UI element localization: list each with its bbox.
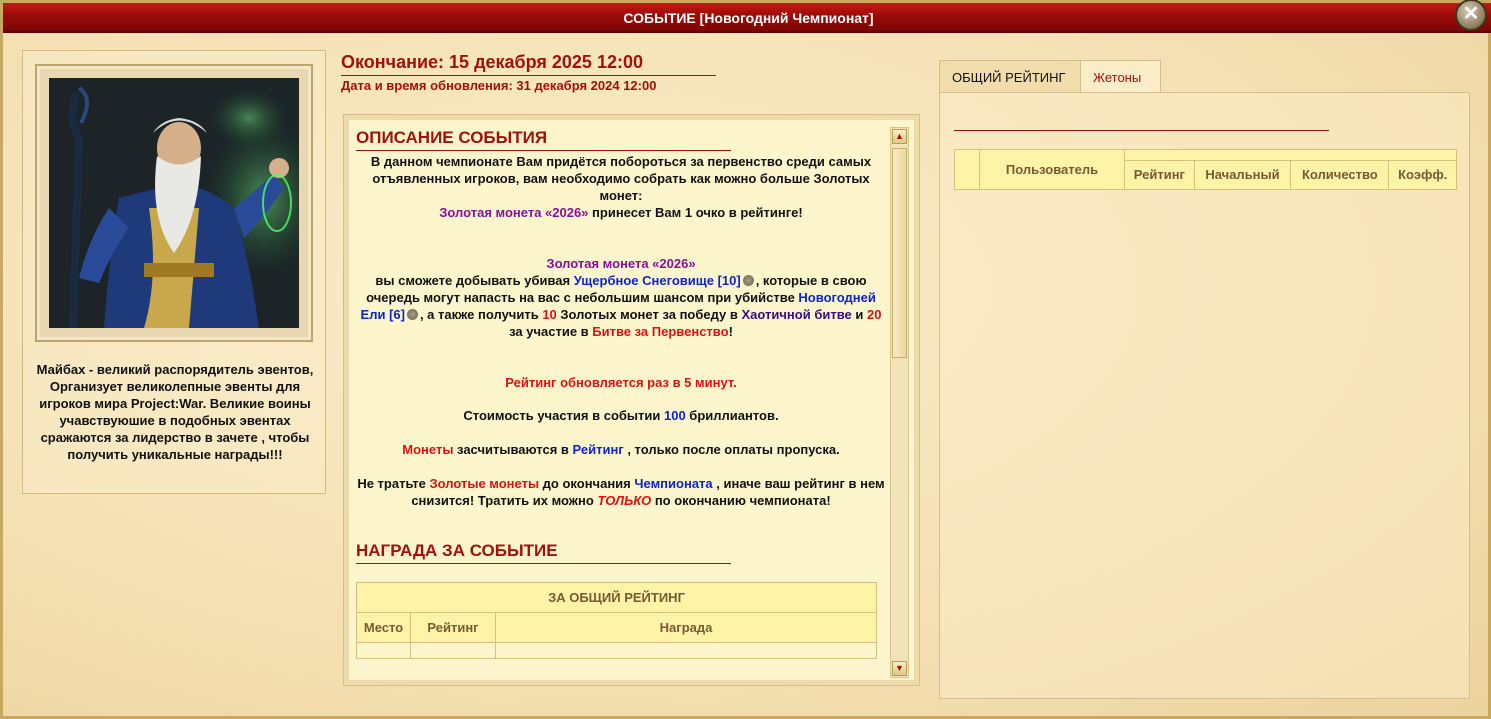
- rating-table: [954, 149, 1457, 190]
- coins-word: Монеты: [402, 442, 454, 457]
- rating-divider: [954, 130, 1329, 131]
- scroll-up-icon[interactable]: ▲: [892, 129, 907, 144]
- farm-paragraph: [356, 272, 886, 340]
- description-title: ОПИСАНИЕ СОБЫТИЯ: [356, 128, 731, 151]
- tab-general-rating[interactable]: ОБЩИЙ РЕЙТИНГ: [939, 60, 1081, 93]
- col-initial: Начальный: [1194, 160, 1291, 189]
- cost-suffix: бриллиантов.: [685, 408, 779, 423]
- warn-only: ТОЛЬКО: [597, 493, 652, 508]
- col-count: Количество: [1291, 160, 1389, 189]
- window-title: СОБЫТИЕ [Новогодний Чемпионат]: [623, 10, 874, 26]
- rating-word: Рейтинг: [572, 442, 624, 457]
- champ-count: 20: [866, 307, 882, 322]
- champ-battle-link: Битве за Первенство: [592, 324, 729, 339]
- description-body: [356, 153, 886, 509]
- warn-champ: Чемпионата: [634, 476, 713, 491]
- monster-tree-link[interactable]: Новогодней Ели [6]: [360, 290, 876, 322]
- window-titlebar: [3, 3, 1491, 33]
- event-update-date: Дата и время обновления: 31 декабря 2024 12:00: [341, 78, 657, 93]
- info-icon[interactable]: [407, 309, 418, 320]
- farm-end: !: [728, 324, 733, 339]
- warn-mid: до окончания: [539, 476, 635, 491]
- col-index: [955, 150, 980, 190]
- npc-panel: [22, 50, 326, 494]
- col-group-header: [1125, 150, 1457, 161]
- warn-coins: Золотые монеты: [429, 476, 540, 491]
- col-coef: Коэфф.: [1389, 160, 1457, 189]
- npc-portrait: [49, 78, 299, 328]
- farm-mid: , которые в свою очередь могут напасть на вас с небольшим шансом при убийстве: [366, 273, 867, 305]
- coins-suffix: , только после оплаты пропуска.: [623, 442, 840, 457]
- coin-name: Золотая монета «2026»: [439, 205, 589, 220]
- npc-portrait-frame: [35, 64, 313, 342]
- close-button[interactable]: [1455, 0, 1487, 31]
- cost-prefix: Стоимость участия в событии: [463, 408, 664, 423]
- tab-tokens[interactable]: Жетоны: [1080, 60, 1161, 93]
- npc-description: Майбах - великий распорядитель эвентов, Организует великолепные эвенты для игроков мира Project:War. Великие воины учавствуюшие в подобных эвентах сражаются за лидерство в зачете , чтобы получить уникальные награды!!!: [36, 362, 314, 462]
- description-intro: В данном чемпионате Вам придётся побороться за первенство среди самых отъявленных игроков, вам необходимо собрать как можно больше Золотых монет:: [370, 154, 872, 203]
- reward-table-title: ЗА ОБЩИЙ РЕЙТИНГ: [357, 583, 877, 613]
- description-scroll-area[interactable]: [356, 125, 886, 677]
- warn-end: по окончанию чемпионата!: [651, 493, 831, 508]
- reward-title: НАГРАДА ЗА СОБЫТИЕ: [356, 541, 731, 564]
- farm-mid4: за участие в: [509, 324, 593, 339]
- close-icon: ✕: [1462, 3, 1480, 25]
- col-rating: Рейтинг: [411, 613, 496, 643]
- coin-points-line: [356, 204, 886, 221]
- description-scrollbar[interactable]: [890, 127, 909, 678]
- coin-points: принесет Вам 1 очко в рейтинге!: [588, 205, 803, 220]
- col-reward: Награда: [496, 613, 877, 643]
- event-end-date: Окончание: 15 декабря 2025 12:00: [341, 52, 643, 72]
- warn-mid2: , иначе ваш рейтинг в нем снизится! Тратить их можно: [411, 476, 885, 508]
- farm-and: и: [851, 307, 867, 322]
- header-divider: [341, 75, 716, 76]
- warning-paragraph: [356, 475, 886, 509]
- coin-name-2: Золотая монета «2026»: [546, 256, 696, 271]
- warn-prefix: Не тратьте: [357, 476, 430, 491]
- reward-table: [356, 582, 877, 659]
- coins-line: [356, 441, 886, 458]
- chaos-count: 10: [542, 307, 557, 322]
- farm-mid2: , а также получить: [419, 307, 543, 322]
- coins-mid: засчитываются в: [453, 442, 573, 457]
- rating-panel: [939, 92, 1470, 699]
- description-box: [344, 115, 919, 685]
- col-rating-value: Рейтинг: [1125, 160, 1195, 189]
- monster-snow-link[interactable]: Ущербное Снеговище [10]: [573, 273, 741, 288]
- col-user: Пользователь: [980, 150, 1125, 190]
- scroll-down-icon[interactable]: ▼: [892, 661, 907, 676]
- scroll-thumb[interactable]: [892, 148, 907, 358]
- farm-mid3: Золотых монет за победу в: [556, 307, 742, 322]
- chaos-battle-link: Хаотичной битве: [741, 307, 852, 322]
- col-place: Место: [357, 613, 411, 643]
- table-row: [357, 643, 877, 659]
- cost-line: [356, 407, 886, 424]
- wizard-image: [49, 78, 299, 328]
- rating-update-note: Рейтинг обновляется раз в 5 минут.: [505, 375, 737, 390]
- cost-value: 100: [663, 408, 686, 423]
- farm-prefix: вы сможете добывать убивая: [375, 273, 574, 288]
- info-icon[interactable]: [743, 275, 754, 286]
